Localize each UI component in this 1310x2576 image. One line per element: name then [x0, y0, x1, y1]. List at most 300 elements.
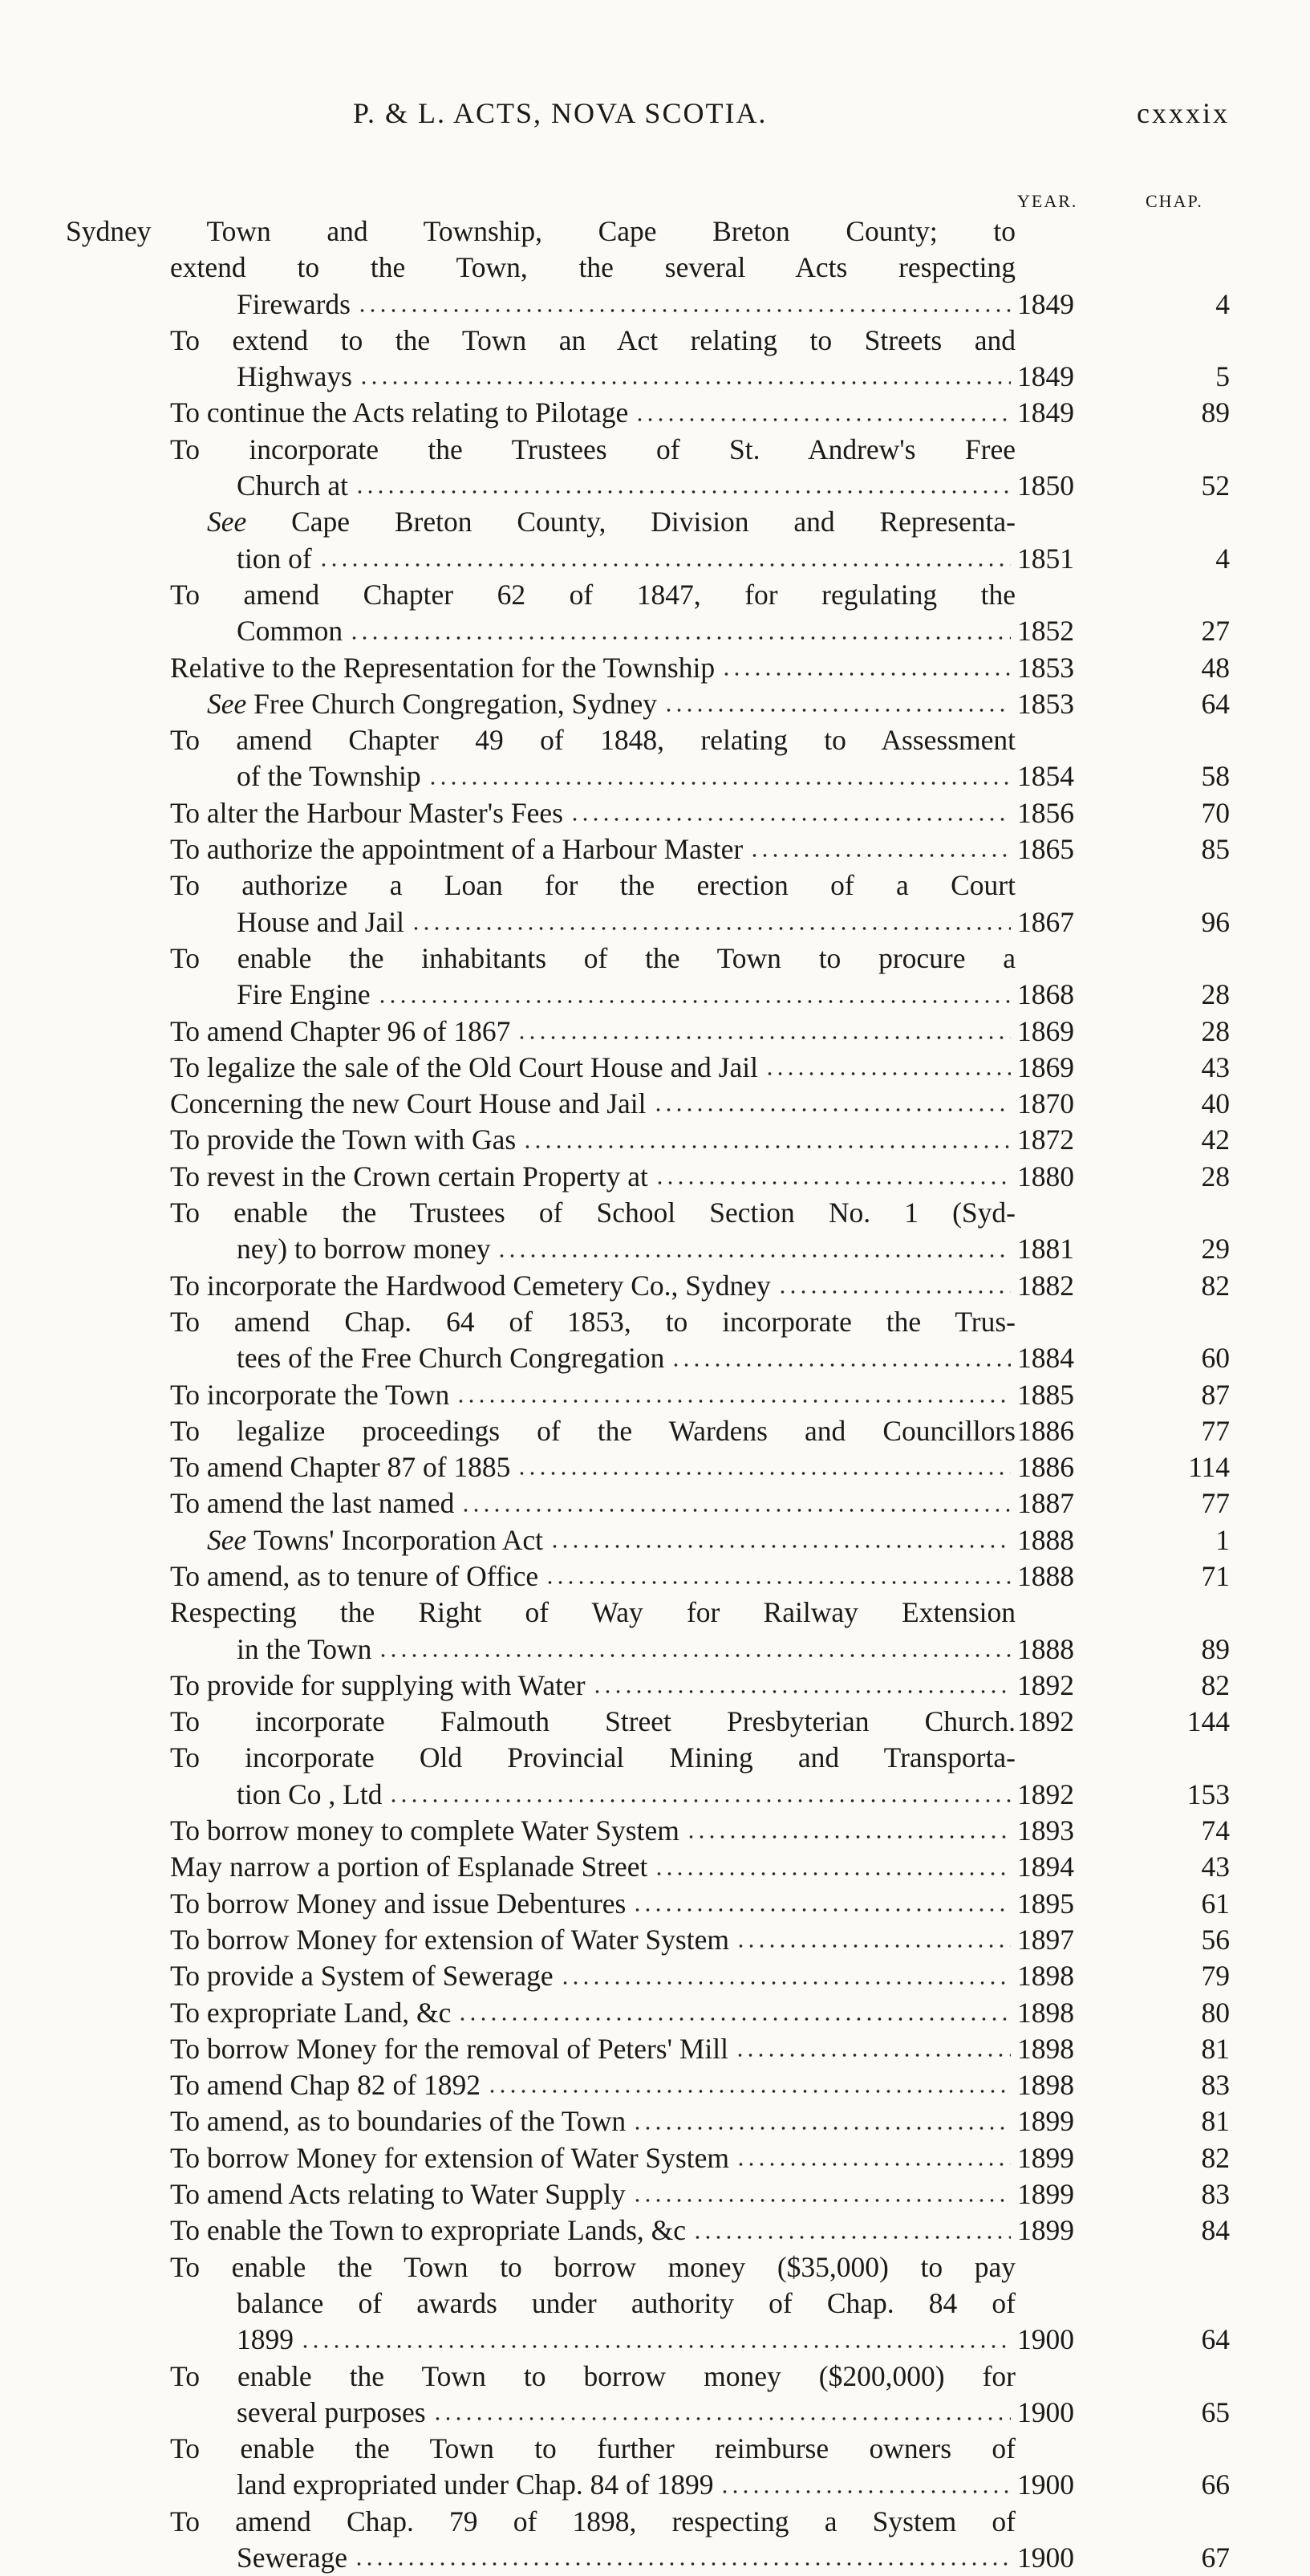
chapter-value: 43 [1201, 1050, 1230, 1083]
see-reference: See [207, 1523, 254, 1556]
entry-title: To provide a System of Sewerage [170, 1960, 554, 1993]
chapter-value: 28 [1201, 1014, 1230, 1047]
entry-text: balance of awards under authority of Chap. 84 of [237, 2286, 1016, 2319]
entry-text [237, 541, 1016, 577]
entry-title: Towns' Incorporation Act [253, 1523, 543, 1556]
index-line [0, 722, 1310, 758]
index-line [0, 286, 1310, 323]
entry-title: To amend Chap 82 of 1892 [170, 2069, 481, 2102]
index-line [0, 1377, 1310, 1413]
year-value: 1886 [1017, 1451, 1074, 1484]
entry-title: tion of [237, 542, 312, 575]
year-value: 1898 [1017, 1960, 1074, 1993]
dot-leader [357, 307, 1011, 315]
index-line [0, 2067, 1310, 2103]
entry-title: To authorize the appointment of a Harbour Master [170, 833, 744, 866]
index-line [0, 2285, 1310, 2322]
entry-text [170, 395, 1016, 431]
entry-text [237, 613, 1016, 649]
entry-text: Sydney Town and Township, Cape Breton County; to [66, 215, 1016, 247]
chapter-value: 42 [1201, 1123, 1230, 1156]
dot-leader [378, 1652, 1011, 1660]
entry-text [170, 1159, 1016, 1195]
index-line [0, 2249, 1310, 2285]
entry-title: To borrow Money for extension of Water System [170, 1923, 729, 1956]
dot-leader [487, 2087, 1011, 2095]
dot-leader [735, 2051, 1011, 2059]
index-line [0, 432, 1310, 468]
chapter-value: 29 [1201, 1233, 1230, 1266]
index-line [0, 1086, 1310, 1122]
dot-leader [632, 2124, 1011, 2132]
entry-text: extend to the Town, the several Acts respecting [170, 251, 1016, 284]
index-line [0, 941, 1310, 977]
year-value: 1900 [1017, 2395, 1074, 2428]
chapter-value: 52 [1201, 469, 1230, 502]
entry-title: several purposes [237, 2395, 426, 2428]
chapter-value: 4 [1215, 287, 1230, 320]
year-value: 1867 [1017, 905, 1074, 938]
year-value: 1852 [1017, 615, 1074, 648]
entry-title: Fire Engine [237, 978, 371, 1011]
chapter-value: 96 [1201, 905, 1230, 938]
year-value: 1849 [1017, 287, 1074, 320]
entry-text: To enable the Town to further reimburse owners of [170, 2432, 1016, 2465]
dot-leader [653, 1106, 1011, 1114]
index-line [0, 1268, 1310, 1304]
entry-text [170, 831, 1016, 867]
year-value: 1899 [1017, 2141, 1074, 2174]
chapter-value: 70 [1201, 796, 1230, 829]
entry-title: To revest in the Crown certain Property at [170, 1160, 648, 1193]
year-value: 1856 [1017, 796, 1074, 829]
dot-leader [300, 2342, 1011, 2350]
index-line [0, 1886, 1310, 1922]
chapter-value: 4 [1215, 542, 1230, 575]
entry-title: To borrow money to complete Water System [170, 1814, 679, 1847]
dot-leader [736, 1942, 1011, 1950]
entry-text: Respecting the Right of Way for Railway Extension [170, 1596, 1016, 1629]
chapter-value: 66 [1201, 2468, 1230, 2501]
entry-title: land expropriated under Chap. 84 of 1899 [237, 2468, 714, 2501]
chapter-value: 28 [1201, 978, 1230, 1011]
index-line [0, 2395, 1310, 2431]
entry-title: To borrow Money for extension of Water System [170, 2141, 729, 2174]
index-line [0, 686, 1310, 722]
entry-text: See Cape Breton County, Division and Representa- [207, 506, 1016, 538]
index-line [0, 1522, 1310, 1558]
entry-title: To legalize the sale of the Old Court House and Jail [170, 1050, 758, 1083]
year-value: 1888 [1017, 1523, 1074, 1556]
entry-title: of the Township [237, 760, 421, 793]
index-line [0, 577, 1310, 613]
index-line [0, 1449, 1310, 1485]
dot-leader [497, 1252, 1011, 1260]
dot-leader [545, 1579, 1011, 1587]
chapter-value: 61 [1201, 1887, 1230, 1920]
entry-title: tees of the Free Church Congregation [237, 1342, 665, 1375]
entry-text [170, 650, 1016, 686]
entry-title: Relative to the Representation for the Township [170, 651, 716, 684]
index-line [0, 1159, 1310, 1195]
entry-text: To amend Chapter 49 of 1848, relating to Assessment [170, 724, 1016, 757]
chapter-value: 64 [1201, 2323, 1230, 2356]
year-value: 1853 [1017, 687, 1074, 720]
year-value: 1900 [1017, 2468, 1074, 2501]
index-line [0, 2140, 1310, 2176]
dot-leader [632, 2196, 1011, 2204]
chapter-value: 87 [1201, 1378, 1230, 1411]
entry-title: To amend Chapter 96 of 1867 [170, 1014, 511, 1047]
index-line [0, 2103, 1310, 2139]
index-line [0, 2467, 1310, 2503]
dot-leader [522, 1143, 1011, 1151]
index-line [0, 1231, 1310, 1267]
chapter-value: 5 [1215, 360, 1230, 393]
dot-leader [654, 1870, 1011, 1878]
year-value: 1885 [1017, 1378, 1074, 1411]
year-value: 1895 [1017, 1887, 1074, 1920]
dot-leader [411, 924, 1011, 932]
index-line [0, 1014, 1310, 1050]
entry-text [170, 1849, 1016, 1885]
index-line [0, 1485, 1310, 1522]
page-number: cxxxix [1137, 97, 1230, 129]
dot-leader [354, 2560, 1011, 2568]
chapter-value: 81 [1201, 2032, 1230, 2065]
index-line [0, 2540, 1310, 2576]
entry-title: Concerning the new Court House and Jail [170, 1087, 647, 1120]
entry-title: To amend Acts relating to Water Supply [170, 2178, 626, 2211]
entry-text: To legalize proceedings of the Wardens and Councillors [170, 1414, 1016, 1447]
index-line [0, 1740, 1310, 1776]
index-line [0, 650, 1310, 686]
entry-title: Firewards [237, 287, 351, 320]
year-value: 1899 [1017, 2105, 1074, 2138]
year-value: 1900 [1017, 2541, 1074, 2574]
entry-text [170, 1377, 1016, 1413]
year-value: 1887 [1017, 1487, 1074, 1520]
year-value: 1894 [1017, 1851, 1074, 1883]
year-value: 1899 [1017, 2178, 1074, 2211]
dot-leader [592, 1688, 1011, 1696]
dot-leader [671, 1361, 1011, 1369]
chapter-value: 71 [1201, 1559, 1230, 1592]
entry-title: in the Town [237, 1632, 372, 1665]
year-value: 1880 [1017, 1160, 1074, 1193]
chapter-value: 77 [1201, 1487, 1230, 1520]
index-line [0, 1413, 1310, 1449]
dot-leader [663, 706, 1011, 714]
year-value: 1850 [1017, 469, 1074, 502]
entry-text [170, 1922, 1016, 1958]
entry-text: To amend Chap. 64 of 1853, to incorporate the Trus- [170, 1305, 1016, 1338]
entry-text: To incorporate Falmouth Street Presbyterian Church. [170, 1705, 1016, 1738]
entry-title: House and Jail [237, 905, 405, 938]
index-line [0, 904, 1310, 941]
year-value: 1892 [1017, 1668, 1074, 1701]
index-line [0, 359, 1310, 395]
chapter-value: 77 [1201, 1414, 1230, 1447]
chapter-value: 85 [1201, 833, 1230, 866]
entry-text [170, 1268, 1016, 1304]
year-value: 1868 [1017, 978, 1074, 1011]
chapter-value: 58 [1201, 760, 1230, 793]
dot-leader [456, 1397, 1011, 1405]
chapter-value: 83 [1201, 2178, 1230, 2211]
index-line [0, 2212, 1310, 2249]
year-value: 1886 [1017, 1414, 1074, 1447]
index-entries [0, 213, 1310, 2576]
year-value: 1865 [1017, 833, 1074, 866]
entry-text [170, 1449, 1016, 1485]
index-line [0, 213, 1310, 250]
dot-leader [377, 997, 1011, 1006]
entry-title: ney) to borrow money [237, 1233, 491, 1266]
index-line [0, 323, 1310, 359]
entry-title: To incorporate the Hardwood Cemetery Co., Sydney [170, 1269, 771, 1302]
dot-leader [686, 1833, 1011, 1841]
entry-title: To incorporate the Town [170, 1378, 450, 1411]
dot-leader [655, 1179, 1011, 1187]
chapter-value: 82 [1201, 2141, 1230, 2174]
index-line [0, 1558, 1310, 1595]
entry-text [170, 1485, 1016, 1522]
index-line [0, 1704, 1310, 1740]
entry-text [170, 2031, 1016, 2067]
chapter-value: 48 [1201, 651, 1230, 684]
year-value: 1888 [1017, 1632, 1074, 1665]
dot-leader [517, 1034, 1011, 1042]
chapter-value: 67 [1201, 2541, 1230, 2574]
dot-leader [720, 2488, 1011, 2496]
entry-title: To expropriate Land, &c [170, 1996, 452, 2029]
year-value: 1851 [1017, 542, 1074, 575]
entry-text [207, 686, 1016, 722]
entry-text [170, 2176, 1016, 2212]
running-title: P. & L. ACTS, NOVA SCOTIA. [353, 97, 768, 129]
dot-leader [517, 1469, 1011, 1477]
index-line [0, 468, 1310, 504]
chapter-value: 144 [1186, 1705, 1230, 1738]
index-line [0, 1340, 1310, 1376]
entry-text: To incorporate the Trustees of St. Andrew's Free [170, 433, 1016, 465]
chapter-value: 43 [1201, 1851, 1230, 1883]
year-value: 1849 [1017, 360, 1074, 393]
index-line [0, 1922, 1310, 1958]
chapter-value: 82 [1201, 1668, 1230, 1701]
index-line [0, 831, 1310, 867]
index-line [0, 1195, 1310, 1231]
entry-text [170, 1086, 1016, 1122]
index-line [0, 1777, 1310, 1813]
entry-text [170, 1886, 1016, 1922]
entry-text [237, 2395, 1016, 2431]
year-value: 1869 [1017, 1014, 1074, 1047]
dot-leader [635, 416, 1011, 424]
entry-text [237, 2322, 1016, 2358]
index-line [0, 1995, 1310, 2031]
index-line [0, 504, 1310, 540]
dot-leader [736, 2160, 1011, 2168]
entry-title: Church at [237, 469, 349, 502]
index-line [0, 2176, 1310, 2212]
index-line [0, 1122, 1310, 1158]
year-value: 1892 [1017, 1778, 1074, 1810]
year-value: 1893 [1017, 1814, 1074, 1847]
see-reference: See [207, 506, 247, 538]
chapter-value: 81 [1201, 2105, 1230, 2138]
entry-text [170, 1014, 1016, 1050]
dot-leader [570, 815, 1011, 823]
entry-text [237, 1631, 1016, 1668]
entry-text [237, 2540, 1016, 2576]
dot-leader [692, 2233, 1011, 2241]
entry-text: To enable the Town to borrow money ($200,000) for [170, 2359, 1016, 2392]
dot-leader [355, 488, 1011, 496]
year-value: 1849 [1017, 396, 1074, 429]
entry-text: To extend to the Town an Act relating to Streets and [170, 323, 1016, 356]
entry-text [237, 1340, 1016, 1376]
chapter-value: 60 [1201, 1342, 1230, 1375]
year-value: 1900 [1017, 2323, 1074, 2356]
dot-leader [359, 379, 1011, 387]
entry-title: Sewerage [237, 2541, 347, 2574]
dot-leader [765, 1070, 1011, 1078]
index-line [0, 1304, 1310, 1340]
entry-title: To amend Chapter 87 of 1885 [170, 1451, 511, 1484]
entry-text: To enable the Town to borrow money ($35,000) to pay [170, 2250, 1016, 2283]
year-value: 1882 [1017, 1269, 1074, 1302]
entry-text [170, 1050, 1016, 1086]
entry-text [170, 2140, 1016, 2176]
year-value: 1898 [1017, 2069, 1074, 2102]
entry-text: To enable the Trustees of School Section No. 1 (Syd- [170, 1197, 1016, 1229]
entry-title: To alter the Harbour Master's Fees [170, 796, 563, 829]
index-line [0, 867, 1310, 904]
entry-title: To continue the Acts relating to Pilotage [170, 396, 629, 429]
dot-leader [550, 1542, 1011, 1550]
entry-text: To amend Chap. 79 of 1898, respecting a System of [170, 2505, 1016, 2537]
year-value: 1888 [1017, 1559, 1074, 1592]
chapter-value: 64 [1201, 687, 1230, 720]
entry-text [237, 2467, 1016, 2503]
entry-text [237, 977, 1016, 1013]
entry-text [170, 2103, 1016, 2139]
index-line [0, 250, 1310, 286]
chapter-value: 89 [1201, 396, 1230, 429]
entry-title: To provide the Town with Gas [170, 1123, 517, 1156]
entry-text [237, 1231, 1016, 1267]
entry-text [170, 2212, 1016, 2249]
index-line [0, 758, 1310, 794]
chapter-value: 56 [1201, 1923, 1230, 1956]
entry-title: To amend, as to boundaries of the Town [170, 2105, 627, 2138]
chapter-value: 74 [1201, 1814, 1230, 1847]
chapter-value: 82 [1201, 1269, 1230, 1302]
dot-leader [457, 2015, 1011, 2023]
index-line [0, 541, 1310, 577]
year-value: 1897 [1017, 1923, 1074, 1956]
chapter-value: 1 [1215, 1523, 1230, 1556]
index-line [0, 395, 1310, 431]
chapter-value: 84 [1201, 2214, 1230, 2247]
entry-title: May narrow a portion of Esplanade Street [170, 1851, 648, 1883]
year-value: 1872 [1017, 1123, 1074, 1156]
index-line [0, 1668, 1310, 1704]
dot-leader [749, 851, 1011, 859]
dot-leader [460, 1506, 1011, 1514]
year-value: 1869 [1017, 1050, 1074, 1083]
year-value: 1898 [1017, 1996, 1074, 2029]
year-value: 1898 [1017, 2032, 1074, 2065]
chap-column-header: CHAP. [1146, 191, 1203, 211]
entry-text [170, 2067, 1016, 2103]
chapter-value: 114 [1188, 1451, 1230, 1484]
year-value: 1853 [1017, 651, 1074, 684]
index-line [0, 2359, 1310, 2395]
index-line [0, 2431, 1310, 2467]
index-line [0, 795, 1310, 831]
index-line [0, 2504, 1310, 2540]
year-value: 1881 [1017, 1233, 1074, 1266]
dot-leader [777, 1288, 1011, 1296]
entry-title: Highways [237, 360, 352, 393]
index-line [0, 1958, 1310, 1994]
entry-text [170, 1813, 1016, 1849]
entry-text [237, 904, 1016, 941]
index-line [0, 1595, 1310, 1631]
chapter-value: 27 [1201, 615, 1230, 648]
chapter-value: 153 [1186, 1778, 1230, 1810]
chapter-value: 65 [1201, 2395, 1230, 2428]
dot-leader [318, 561, 1011, 569]
entry-title: To borrow Money and issue Debentures [170, 1887, 627, 1920]
entry-text: To incorporate Old Provincial Mining and Transporta- [170, 1741, 1016, 1774]
entry-title: To amend, as to tenure of Office [170, 1559, 539, 1592]
entry-text [170, 795, 1016, 831]
index-line [0, 2031, 1310, 2067]
chapter-value: 28 [1201, 1160, 1230, 1193]
entry-text [237, 359, 1016, 395]
index-line [0, 2322, 1310, 2358]
dot-leader [432, 2415, 1011, 2423]
see-reference: See [207, 687, 254, 720]
entry-text [207, 1522, 1016, 1558]
entry-text [170, 1958, 1016, 1994]
entry-text [237, 286, 1016, 323]
year-value: 1884 [1017, 1342, 1074, 1375]
index-line [0, 1849, 1310, 1885]
dot-leader [388, 1797, 1011, 1805]
entry-title: To borrow Money for the removal of Peters' Mill [170, 2032, 729, 2065]
index-line [0, 977, 1310, 1013]
entry-title: To amend the last named [170, 1487, 455, 1520]
entry-text [170, 1558, 1016, 1595]
chapter-value: 40 [1201, 1087, 1230, 1120]
entry-title: To provide for supplying with Water [170, 1668, 586, 1701]
year-value: 1899 [1017, 2214, 1074, 2247]
entry-text [170, 1122, 1016, 1158]
entry-text: To enable the inhabitants of the Town to procure a [170, 941, 1016, 974]
entry-text [170, 1995, 1016, 2031]
entry-title: Free Church Congregation, Sydney [253, 687, 657, 720]
entry-title: To enable the Town to expropriate Lands, &c [170, 2214, 687, 2247]
year-value: 1854 [1017, 760, 1074, 793]
year-column-header: YEAR. [1017, 191, 1078, 211]
entry-text [237, 1777, 1016, 1813]
entry-title: 1899 [237, 2323, 294, 2356]
